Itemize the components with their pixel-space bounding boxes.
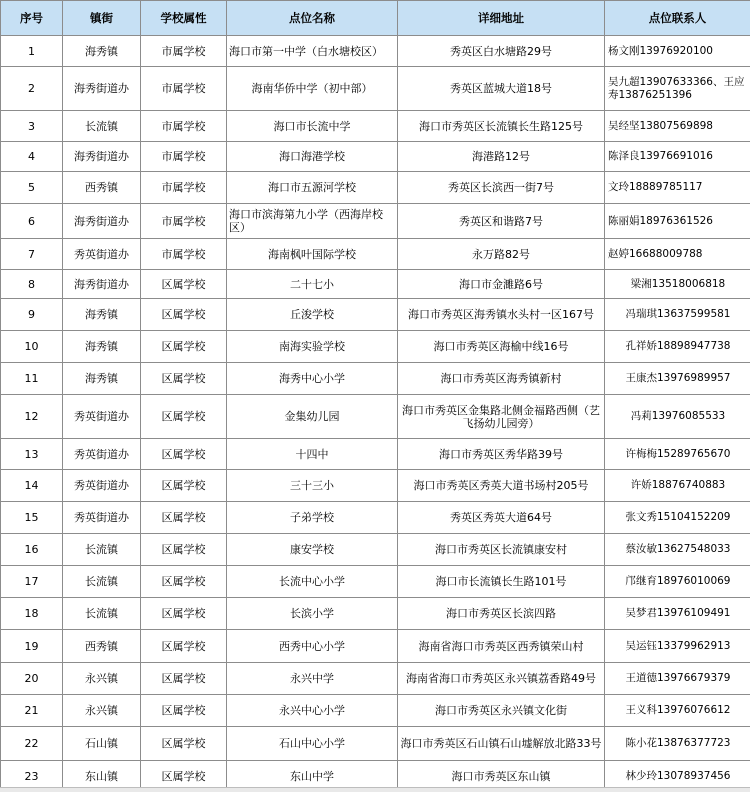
cell-town: 东山镇 bbox=[63, 761, 141, 792]
table-row bbox=[1, 331, 750, 363]
cell-name: 南海实验学校 bbox=[227, 331, 398, 363]
table-row bbox=[1, 695, 750, 727]
cell-no: 5 bbox=[1, 172, 63, 204]
cell-name: 康安学校 bbox=[227, 534, 398, 566]
cell-type: 区属学校 bbox=[141, 630, 227, 663]
header-no: 序号 bbox=[1, 1, 63, 36]
cell-type: 区属学校 bbox=[141, 534, 227, 566]
cell-contact: 陈小花13876377723 bbox=[605, 727, 750, 761]
table-row bbox=[1, 299, 750, 331]
cell-address: 秀英区秀英大道64号 bbox=[398, 502, 605, 534]
cell-type: 市属学校 bbox=[141, 142, 227, 172]
header-type: 学校属性 bbox=[141, 1, 227, 36]
cell-contact: 王道德13976679379 bbox=[605, 663, 750, 695]
cell-town: 海秀街道办 bbox=[63, 204, 141, 239]
cell-address: 海口市长流镇长生路101号 bbox=[398, 566, 605, 598]
cell-no: 12 bbox=[1, 395, 63, 439]
cell-type: 区属学校 bbox=[141, 566, 227, 598]
table-row bbox=[1, 36, 750, 67]
cell-address: 秀英区白水塘路29号 bbox=[398, 36, 605, 67]
cell-contact: 陈泽良13976691016 bbox=[605, 142, 750, 172]
cell-town: 秀英街道办 bbox=[63, 239, 141, 270]
cell-type: 区属学校 bbox=[141, 395, 227, 439]
cell-no: 15 bbox=[1, 502, 63, 534]
cell-name: 海南枫叶国际学校 bbox=[227, 239, 398, 270]
cell-address: 永万路82号 bbox=[398, 239, 605, 270]
cell-no: 1 bbox=[1, 36, 63, 67]
cell-town: 西秀镇 bbox=[63, 172, 141, 204]
cell-name: 金集幼儿园 bbox=[227, 395, 398, 439]
cell-no: 2 bbox=[1, 67, 63, 111]
cell-town: 秀英街道办 bbox=[63, 439, 141, 470]
cell-no: 10 bbox=[1, 331, 63, 363]
cell-type: 区属学校 bbox=[141, 331, 227, 363]
cell-type: 区属学校 bbox=[141, 727, 227, 761]
table-row bbox=[1, 395, 750, 439]
cell-town: 秀英街道办 bbox=[63, 502, 141, 534]
cell-type: 区属学校 bbox=[141, 663, 227, 695]
cell-contact: 梁湘13518006818 bbox=[605, 270, 750, 299]
cell-town: 长流镇 bbox=[63, 534, 141, 566]
cell-name: 海秀中心小学 bbox=[227, 363, 398, 395]
cell-contact: 赵婷16688009788 bbox=[605, 239, 750, 270]
cell-type: 市属学校 bbox=[141, 67, 227, 111]
cell-name: 海口市长流中学 bbox=[227, 111, 398, 142]
cell-no: 21 bbox=[1, 695, 63, 727]
cell-town: 石山镇 bbox=[63, 727, 141, 761]
cell-address: 海口市秀英区海秀镇水头村一区167号 bbox=[398, 299, 605, 331]
cell-type: 区属学校 bbox=[141, 598, 227, 630]
cell-town: 海秀街道办 bbox=[63, 142, 141, 172]
cell-name: 石山中心小学 bbox=[227, 727, 398, 761]
table-row bbox=[1, 439, 750, 470]
cell-type: 市属学校 bbox=[141, 239, 227, 270]
cell-no: 8 bbox=[1, 270, 63, 299]
cell-name: 永兴中心小学 bbox=[227, 695, 398, 727]
cell-no: 9 bbox=[1, 299, 63, 331]
table-row bbox=[1, 727, 750, 761]
table-row bbox=[1, 204, 750, 239]
cell-no: 16 bbox=[1, 534, 63, 566]
cell-town: 海秀街道办 bbox=[63, 67, 141, 111]
cell-contact: 冯瑞琪13637599581 bbox=[605, 299, 750, 331]
cell-address: 海口市秀英区海榆中线16号 bbox=[398, 331, 605, 363]
cell-town: 海秀镇 bbox=[63, 363, 141, 395]
cell-type: 区属学校 bbox=[141, 502, 227, 534]
cell-name: 海口海港学校 bbox=[227, 142, 398, 172]
cell-contact: 许梅梅15289765670 bbox=[605, 439, 750, 470]
cell-town: 西秀镇 bbox=[63, 630, 141, 663]
cell-address: 海口市秀英区石山镇石山墟解放北路33号 bbox=[398, 727, 605, 761]
cell-town: 长流镇 bbox=[63, 566, 141, 598]
cell-name: 海口市五源河学校 bbox=[227, 172, 398, 204]
cell-address: 海南省海口市秀英区永兴镇荔香路49号 bbox=[398, 663, 605, 695]
table-row bbox=[1, 598, 750, 630]
cell-contact: 王义科13976076612 bbox=[605, 695, 750, 727]
cell-type: 区属学校 bbox=[141, 299, 227, 331]
cell-no: 19 bbox=[1, 630, 63, 663]
cell-address: 海口市金濉路6号 bbox=[398, 270, 605, 299]
table-row bbox=[1, 239, 750, 270]
cell-name: 海口市第一中学（白水塘校区） bbox=[227, 36, 398, 67]
cell-contact: 张文秀15104152209 bbox=[605, 502, 750, 534]
header-town: 镇街 bbox=[63, 1, 141, 36]
header-contact: 点位联系人 bbox=[605, 1, 750, 36]
cell-address: 海口市秀英区金集路北侧金福路西侧（艺飞扬幼儿园旁） bbox=[398, 395, 605, 439]
cell-name: 丘浚学校 bbox=[227, 299, 398, 331]
cell-town: 秀英街道办 bbox=[63, 470, 141, 502]
table-row bbox=[1, 111, 750, 142]
cell-name: 东山中学 bbox=[227, 761, 398, 792]
cell-address: 海口市秀英区永兴镇文化街 bbox=[398, 695, 605, 727]
cell-town: 长流镇 bbox=[63, 598, 141, 630]
table-row bbox=[1, 534, 750, 566]
cell-address: 海口市秀英区秀华路39号 bbox=[398, 439, 605, 470]
cell-no: 4 bbox=[1, 142, 63, 172]
cell-type: 市属学校 bbox=[141, 36, 227, 67]
cell-no: 6 bbox=[1, 204, 63, 239]
cell-address: 海口市秀英区海秀镇新村 bbox=[398, 363, 605, 395]
cell-town: 海秀街道办 bbox=[63, 270, 141, 299]
table-row bbox=[1, 270, 750, 299]
cell-address: 秀英区长滨西一街7号 bbox=[398, 172, 605, 204]
cell-name: 子弟学校 bbox=[227, 502, 398, 534]
cell-contact: 杨文刚13976920100 bbox=[605, 36, 750, 67]
table-row bbox=[1, 566, 750, 598]
cell-no: 18 bbox=[1, 598, 63, 630]
cell-town: 秀英街道办 bbox=[63, 395, 141, 439]
cell-type: 区属学校 bbox=[141, 363, 227, 395]
cell-name: 西秀中心小学 bbox=[227, 630, 398, 663]
cell-name: 海口市滨海第九小学（西海岸校区） bbox=[227, 204, 398, 239]
cell-no: 23 bbox=[1, 761, 63, 792]
cell-contact: 陈丽娟18976361526 bbox=[605, 204, 750, 239]
cell-no: 20 bbox=[1, 663, 63, 695]
cell-contact: 文玲18889785117 bbox=[605, 172, 750, 204]
cell-type: 市属学校 bbox=[141, 204, 227, 239]
cell-no: 3 bbox=[1, 111, 63, 142]
cell-town: 长流镇 bbox=[63, 111, 141, 142]
cell-name: 永兴中学 bbox=[227, 663, 398, 695]
cell-no: 11 bbox=[1, 363, 63, 395]
table-row bbox=[1, 142, 750, 172]
cell-town: 永兴镇 bbox=[63, 663, 141, 695]
cell-contact: 冯莉13976085533 bbox=[605, 395, 750, 439]
cell-town: 海秀镇 bbox=[63, 299, 141, 331]
cell-type: 区属学校 bbox=[141, 470, 227, 502]
cell-address: 海口市秀英区长流镇长生路125号 bbox=[398, 111, 605, 142]
cell-address: 海口市秀英区长流镇康安村 bbox=[398, 534, 605, 566]
cell-address: 海口市秀英区东山镇 bbox=[398, 761, 605, 792]
cell-address: 秀英区和谐路7号 bbox=[398, 204, 605, 239]
cell-type: 区属学校 bbox=[141, 695, 227, 727]
cell-name: 长流中心小学 bbox=[227, 566, 398, 598]
cell-type: 区属学校 bbox=[141, 761, 227, 792]
cell-contact: 吴梦君13976109491 bbox=[605, 598, 750, 630]
cell-type: 市属学校 bbox=[141, 172, 227, 204]
cell-no: 14 bbox=[1, 470, 63, 502]
table-row bbox=[1, 502, 750, 534]
table-row bbox=[1, 470, 750, 502]
cell-address: 海口市秀英区秀英大道书场村205号 bbox=[398, 470, 605, 502]
cell-type: 市属学校 bbox=[141, 111, 227, 142]
cell-contact: 吴九超13907633366、王应寿13876251396 bbox=[605, 67, 750, 111]
cell-address: 秀英区蓝城大道18号 bbox=[398, 67, 605, 111]
table-row bbox=[1, 172, 750, 204]
table-row bbox=[1, 67, 750, 111]
header-row bbox=[1, 1, 750, 36]
cell-town: 永兴镇 bbox=[63, 695, 141, 727]
sheet-bottom-edge bbox=[0, 787, 750, 792]
cell-address: 海口市秀英区长滨四路 bbox=[398, 598, 605, 630]
header-name: 点位名称 bbox=[227, 1, 398, 36]
cell-town: 海秀镇 bbox=[63, 331, 141, 363]
cell-address: 海港路12号 bbox=[398, 142, 605, 172]
cell-contact: 林少玲13078937456 bbox=[605, 761, 750, 792]
cell-contact: 蔡汝敏13627548033 bbox=[605, 534, 750, 566]
cell-no: 7 bbox=[1, 239, 63, 270]
cell-address: 海南省海口市秀英区西秀镇荣山村 bbox=[398, 630, 605, 663]
cell-town: 海秀镇 bbox=[63, 36, 141, 67]
cell-contact: 吴经坚13807569898 bbox=[605, 111, 750, 142]
cell-no: 22 bbox=[1, 727, 63, 761]
header-address: 详细地址 bbox=[398, 1, 605, 36]
cell-contact: 吴运钰13379962913 bbox=[605, 630, 750, 663]
table-row bbox=[1, 363, 750, 395]
cell-contact: 孔祥娇18898947738 bbox=[605, 331, 750, 363]
cell-contact: 许娇18876740883 bbox=[605, 470, 750, 502]
cell-name: 二十七小 bbox=[227, 270, 398, 299]
table-row bbox=[1, 630, 750, 663]
cell-name: 十四中 bbox=[227, 439, 398, 470]
table-row bbox=[1, 663, 750, 695]
cell-type: 区属学校 bbox=[141, 270, 227, 299]
cell-contact: 邝继育18976010069 bbox=[605, 566, 750, 598]
cell-contact: 王康杰13976989957 bbox=[605, 363, 750, 395]
cell-name: 长滨小学 bbox=[227, 598, 398, 630]
cell-name: 海南华侨中学（初中部） bbox=[227, 67, 398, 111]
cell-name: 三十三小 bbox=[227, 470, 398, 502]
cell-no: 17 bbox=[1, 566, 63, 598]
cell-no: 13 bbox=[1, 439, 63, 470]
cell-type: 区属学校 bbox=[141, 439, 227, 470]
